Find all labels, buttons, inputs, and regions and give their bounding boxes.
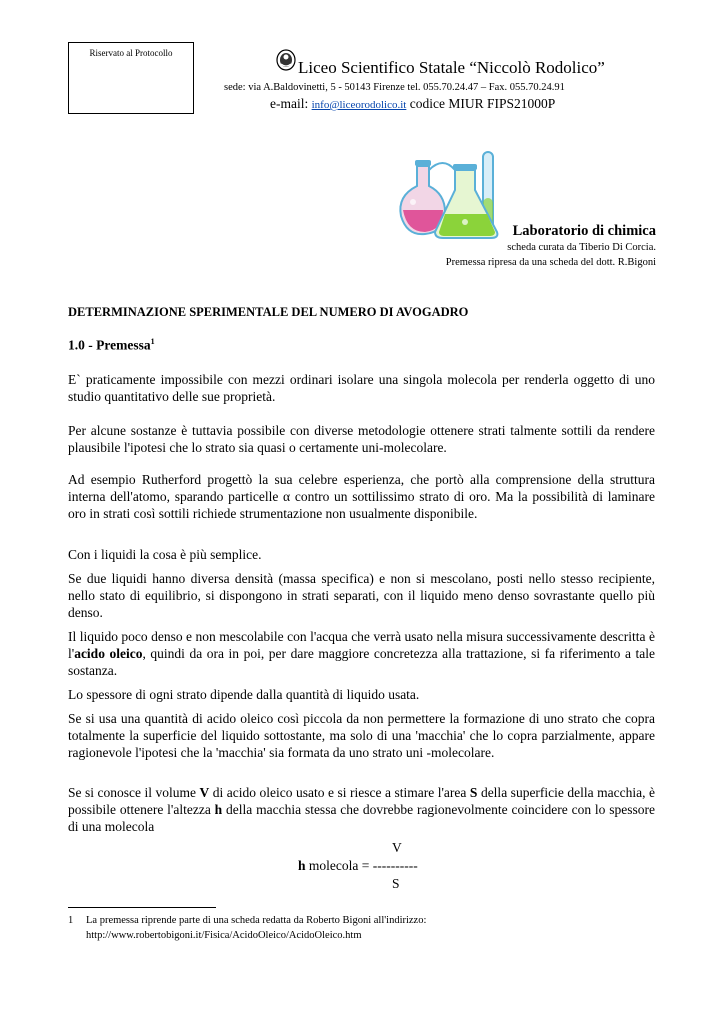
protocol-label: Riservato al Protocollo	[89, 48, 173, 58]
paragraph-4: Con i liquidi la cosa è più semplice.	[68, 547, 262, 562]
paragraph-6	[68, 628, 655, 680]
p9-text-g: della macchia stessa che dovrebbe ragionevolmente coincidere con lo spessore di una molecola	[68, 802, 656, 835]
paragraph-5: Se due liquidi hanno diversa densità (massa specifica) e non si mescolano, posti nello stesso recipiente, nello stato di equilibrio, si dispongono in strati separati, con il liquido meno denso sovrastante quello più denso.	[68, 571, 655, 621]
footnote-divider	[68, 907, 216, 908]
footnote-text: La premessa riprende parte di una scheda redatta da Roberto Bigoni all'indirizzo:	[86, 915, 427, 926]
formula-lhs-rest: molecola = ----------	[305, 858, 418, 873]
footnote-ref[interactable]: 1	[150, 337, 155, 346]
p9-bold-v: V	[199, 785, 210, 800]
section-heading	[68, 337, 155, 354]
section-heading-text: 1.0 - Premessa	[68, 337, 151, 353]
miur-code: codice MIUR FIPS21000P	[406, 96, 556, 111]
paragraph-8: Se si usa una quantità di acido oleico così piccola da non permettere la formazione di uno strato che copra totalmente la superficie del liquido sottostante, ma solo di una 'macchia' che lo copra parzialmente, appare ragionevole l'ipotesi che la 'macchia' sia formata da uno strato uni -molecolare.	[68, 711, 655, 761]
email-prefix: e-mail:	[270, 96, 312, 111]
school-name: Liceo Scientifico Statale “Niccolò Rodolico”	[298, 58, 605, 77]
footnote-url[interactable]: http://www.robertobigoni.it/Fisica/AcidoOleico/AcidoOleico.htm	[86, 930, 362, 941]
paragraph-1: E` praticamente impossibile con mezzi ordinari isolare una singola molecola per renderla oggetto di uno studio quantitativo delle sue proprietà.	[68, 372, 655, 405]
p9-text-e: della superficie della macchia, è possibile ottenere l'altezza	[68, 785, 656, 818]
paragraph-9	[68, 784, 655, 836]
lab-premise-credit: Premessa ripresa da una scheda del dott. R.Bigoni	[445, 257, 656, 268]
document-title: DETERMINAZIONE SPERIMENTALE DEL NUMERO DI AVOGADRO	[68, 305, 469, 319]
p9-text-c: di acido oleico usato e si riesce a stimare l'area	[209, 785, 470, 800]
school-address: sede: via A.Baldovinetti, 5 - 50143 Firenze tel. 055.70.24.47 – Fax. 055.70.24.91	[224, 82, 565, 93]
footnote-number: 1	[68, 915, 74, 926]
formula-main-line	[298, 858, 418, 874]
p6-bold-acido-oleico: acido oleico	[74, 646, 143, 662]
p9-text-a: Se si conosce il volume	[68, 785, 200, 800]
lab-title: Laboratorio di chimica	[512, 223, 656, 239]
email-link[interactable]: info@liceorodolico.it	[311, 99, 407, 111]
paragraph-2: Per alcune sostanze è tuttavia possibile con diverse metodologie ottenere strati talmente sottili da rendere plausibile l'ipotesi che lo strato sia quasi o certamente uni-molecolare.	[68, 423, 655, 456]
p6-text-c: , quindi da ora in poi, per dare maggiore concretezza alla trattazione, si fa riferimento a tale sostanza.	[68, 646, 655, 679]
lab-curator: scheda curata da Tiberio Di Corcia.	[507, 242, 656, 253]
school-email-line	[270, 96, 555, 112]
p6-text-a: Il liquido poco denso e non mescolabile con l'acqua che verrà usato nella misura successivamente descritta è l'	[68, 629, 655, 662]
protocol-box	[68, 42, 194, 114]
p9-bold-s: S	[469, 785, 478, 800]
formula-denominator: S	[392, 876, 400, 891]
p9-bold-h: h	[214, 802, 223, 818]
paragraph-7: Lo spessore di ogni strato dipende dalla quantità di liquido usata.	[68, 687, 420, 702]
formula-numerator: V	[392, 840, 402, 855]
lab-flasks-icon	[395, 148, 515, 244]
formula-h: h	[298, 858, 306, 873]
school-logo-icon	[276, 49, 296, 71]
paragraph-3: Ad esempio Rutherford progettò la sua celebre esperienza, che portò alla comprensione della struttura interna dell'atomo, sparando particelle α contro un sottilissimo strato di oro. Ma la possibilità di laminare oro in strati così sottili richiede strumentazione non usualmente disponibile.	[68, 472, 655, 522]
